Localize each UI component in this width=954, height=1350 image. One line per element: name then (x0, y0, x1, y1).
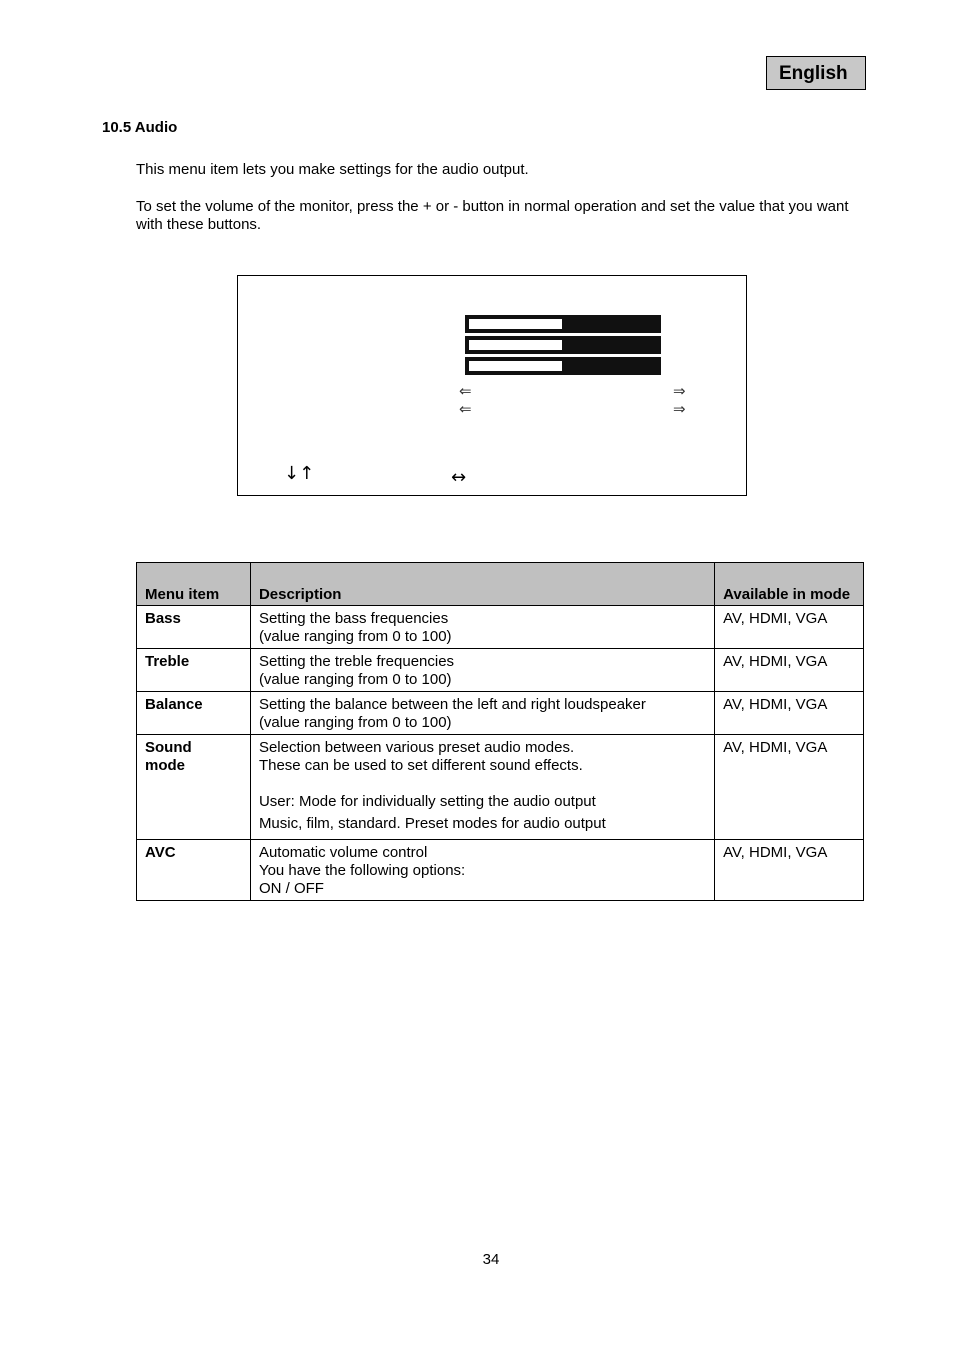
right-arrow-icon: ⇒ (673, 382, 686, 400)
intro-paragraph: This menu item lets you make settings for the audio output. (136, 161, 529, 178)
description-line: User: Mode for individually setting the audio output (258, 793, 596, 810)
header-menu-item: Menu item (137, 563, 251, 606)
description-line: Setting the balance between the left and right loudspeaker (258, 696, 646, 713)
row-mode: AV, HDMI, VGA (715, 735, 864, 840)
row-description (250, 840, 714, 901)
header-available-mode: Available in mode (715, 563, 864, 606)
table-row (137, 606, 864, 649)
treble-level-fill (468, 339, 563, 351)
row-item-sound-mode: Sound mode (137, 735, 251, 840)
page-number: 34 (482, 1251, 500, 1268)
row-item-treble: Treble (137, 649, 251, 692)
description-line: (value ranging from 0 to 100) (258, 671, 452, 688)
row-mode: AV, HDMI, VGA (715, 692, 864, 735)
up-down-arrows-icon: ↓↑ (284, 463, 315, 484)
treble-level-bar (465, 336, 661, 354)
row-description (250, 735, 714, 840)
row-mode: AV, HDMI, VGA (715, 840, 864, 901)
description-line: Setting the bass frequencies (258, 610, 449, 627)
table-row (137, 692, 864, 735)
table-row (137, 735, 864, 840)
balance-level-fill (468, 360, 563, 372)
table-row (137, 840, 864, 901)
bass-level-bar (465, 315, 661, 333)
description-line: Selection between various preset audio modes. (258, 739, 575, 756)
description-line: These can be used to set different sound effects. (258, 757, 583, 774)
description-line: Music, film, standard. Preset modes for audio output (258, 815, 606, 832)
header-description: Description (250, 563, 714, 606)
description-line: Setting the treble frequencies (258, 653, 455, 670)
right-arrow-icon: ⇒ (673, 400, 686, 418)
section-title: 10.5 Audio (102, 119, 178, 136)
row-mode: AV, HDMI, VGA (715, 606, 864, 649)
balance-level-bar (465, 357, 661, 375)
row-description (250, 692, 714, 735)
language-badge: English (766, 56, 866, 90)
description-line: Automatic volume control (258, 844, 428, 861)
row-description (250, 649, 714, 692)
row-item-bass: Bass (137, 606, 251, 649)
volume-paragraph: To set the volume of the monitor, press the + or - button in normal operation and set the value that you want with these buttons. (136, 198, 849, 233)
audio-menu-table (136, 562, 864, 901)
row-item-avc: AVC (137, 840, 251, 901)
description-line: (value ranging from 0 to 100) (258, 714, 452, 731)
row-description (250, 606, 714, 649)
description-line: You have the following options: (258, 862, 466, 879)
row-mode: AV, HDMI, VGA (715, 649, 864, 692)
audio-osd-menu (237, 275, 747, 496)
table-header-row (137, 563, 864, 606)
left-arrow-icon: ⇐ (459, 382, 472, 400)
description-line: (value ranging from 0 to 100) (258, 628, 452, 645)
description-line: ON / OFF (258, 880, 324, 897)
left-arrow-icon: ⇐ (459, 400, 472, 418)
left-right-arrow-icon: ↔ (451, 467, 467, 488)
row-item-balance: Balance (137, 692, 251, 735)
bass-level-fill (468, 318, 563, 330)
table-row (137, 649, 864, 692)
